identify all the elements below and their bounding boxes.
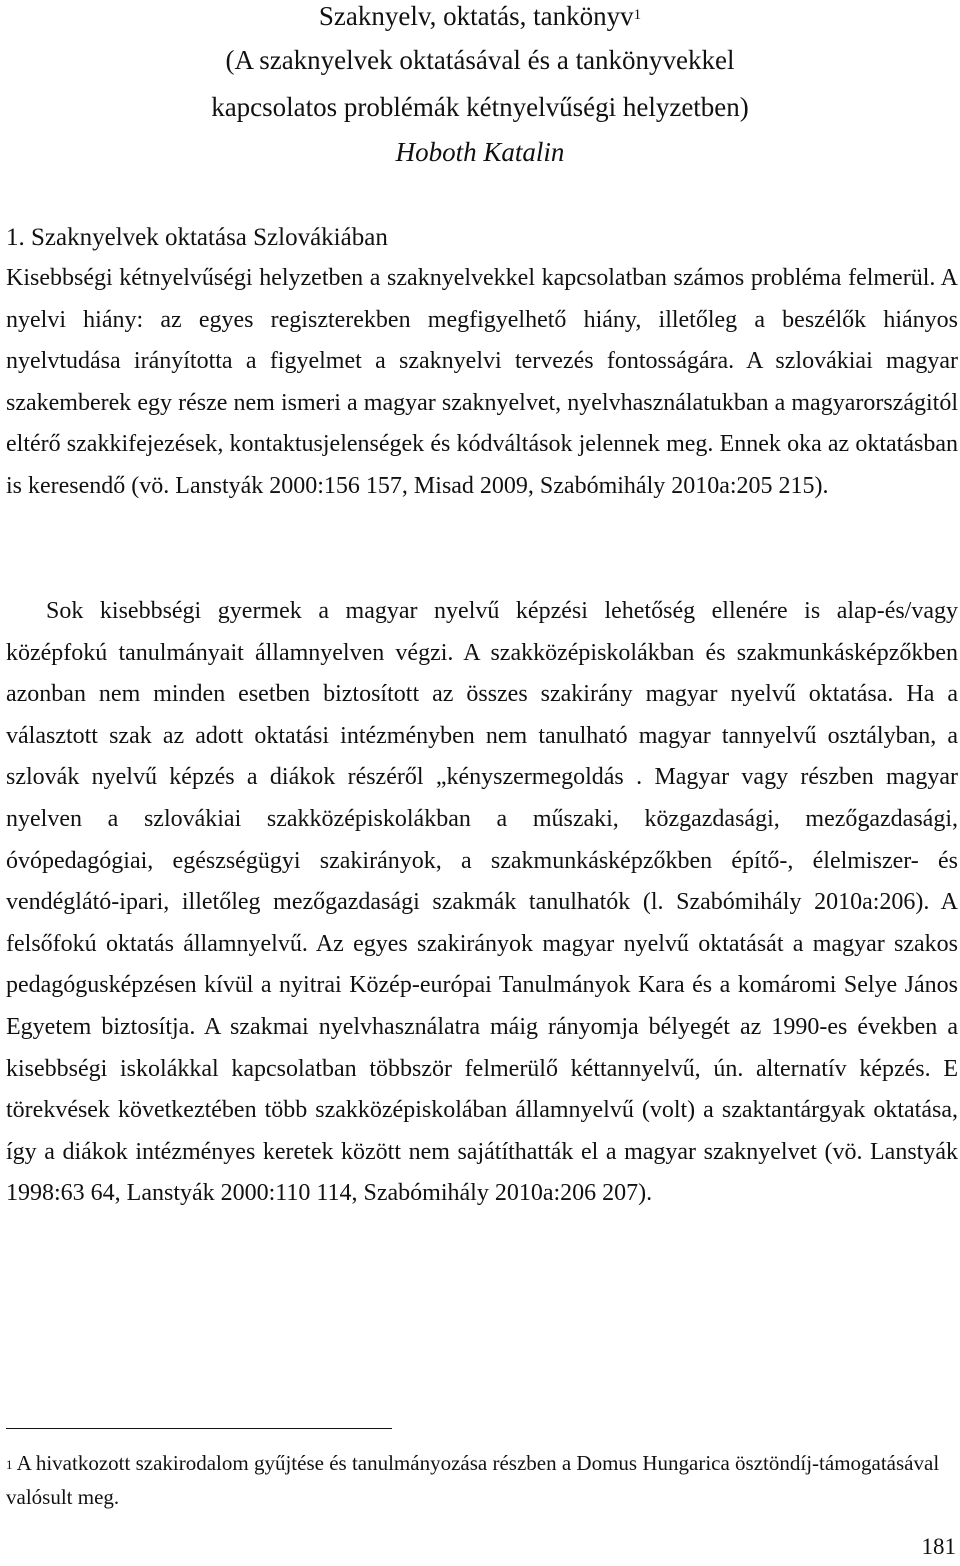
title-line-1 <box>0 0 960 32</box>
footnote-separator <box>6 1428 392 1429</box>
page-number: 181 <box>921 1534 956 1559</box>
title-line-2: (A szaknyelvek oktatásával és a tankönyvekkel <box>225 45 735 75</box>
title-line-3: kapcsolatos problémák kétnyelvűségi helyzetben) <box>211 92 749 122</box>
footnote-text: A hivatkozott szakirodalom gyűjtése és tanulmányozása részben a Domus Hungarica ösztöndíj-támogatásával valósult meg. <box>6 1451 940 1509</box>
footnote-mark[interactable]: 1 <box>633 7 642 23</box>
footnote-number: 1 <box>6 1457 13 1472</box>
body-paragraph-2-container <box>6 591 958 1215</box>
section-heading: 1. Szaknyelvek oktatása Szlovákiában <box>6 224 388 251</box>
title-main: Szaknyelv, oktatás, tankönyv <box>318 1 634 31</box>
body-paragraph: Kisebbségi kétnyelvűségi helyzetben a szaknyelvekkel kapcsolatban számos probléma felmerül. A nyelvi hiány: az egyes regiszterekben megfigyelhető hiány, illetőleg a beszélők hiányos nyelvtudása irányította a figyelmet a szaknyelvi tervezés fontosságára. A szlovákiai magyar szakemberek egy része nem ismeri a magyar szaknyelvet, nyelvhasználatukban a magyarországitól eltérő szakkifejezések, kontaktusjelenségek és kódváltások jelennek meg. Ennek oka az oktatásban is keresendő (vö. Lanstyák 2000:156 157, Misad 2009, Szabómihály 2010a:205 215). <box>6 265 958 499</box>
author-name: Hoboth Katalin <box>395 137 565 167</box>
footnote <box>6 1446 958 1514</box>
body-paragraph: Sok kisebbségi gyermek a magyar nyelvű képzési lehetőség ellenére is alap-és/vagy középfokú tanulmányait államnyelven végzi. A szakközépiskolákban és szakmunkásképzőkben azonban nem minden esetben biztosított az összes szakirány magyar nyelvű oktatása. Ha a választott szak az adott oktatási intézményben nem tanulható magyar tannyelvű osztályban, a szlovák nyelvű képzés a diákok részéről „kényszermegoldás . Magyar vagy részben magyar nyelven a szlovákiai szakközépiskolákban a műszaki, közgazdasági, mezőgazdasági, óvópedagógiai, egészségügyi szakirányok, a szakmunkásképzőkben építő-, élelmiszer- és vendéglátó-ipari, illetőleg mezőgazdasági szakmák tanulhatók (l. Szabómihály 2010a:206). A felsőfokú oktatás államnyelvű. Az egyes szakirányok magyar nyelvű oktatását a magyar szakos pedagógusképzésen kívül a nyitrai Közép-európai Tanulmányok Kara és a komáromi Selye János Egyetem biztosítja. A szakmai nyelvhasználatra máig rányomja bélyegét az 1990-es években a kisebbségi iskolákkal kapcsolatban többször felmerülő kéttannyelvű, ún. alternatív képzés. E törekvések következtében több szakközépiskolában államnyelvű (volt) a szaktantárgyak oktatása, így a diákok intézményes keretek között nem sajátíthatták el a magyar szaknyelvet (vö. Lanstyák 1998:63 64, Lanstyák 2000:110 114, Szabómihály 2010a:206 207). <box>6 598 958 1207</box>
body-paragraph-1-container <box>6 258 958 508</box>
